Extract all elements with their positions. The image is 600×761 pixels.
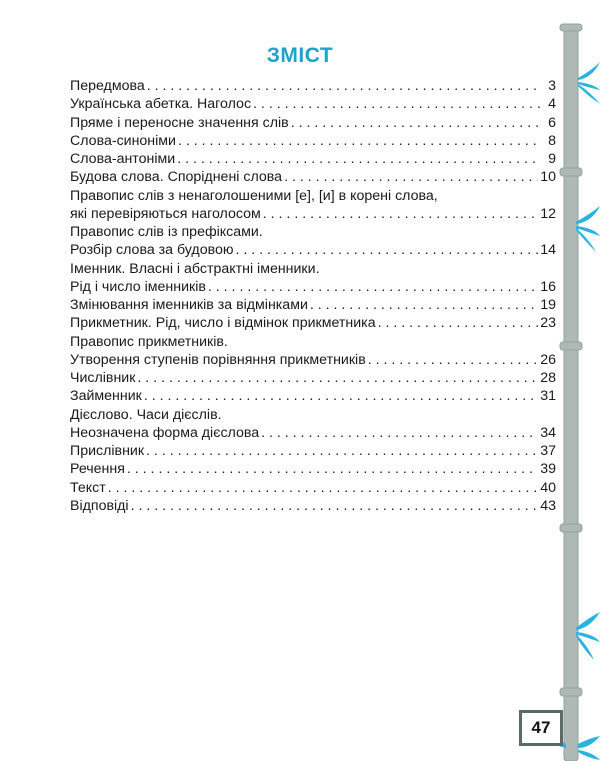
toc-row: [70, 205, 556, 223]
toc-row-leader: [253, 95, 540, 113]
toc-row-label: Змінювання іменників за відмінками: [70, 297, 308, 313]
toc-row: [70, 278, 556, 296]
toc-row-leader: [108, 479, 539, 497]
toc-row-page: 3: [548, 78, 556, 94]
toc-row-label: Слова-синоніми: [70, 132, 176, 149]
toc-row-leader: [208, 278, 538, 296]
toc-row-label: Правопис слів із префіксами.: [70, 224, 263, 240]
toc-row: [70, 95, 556, 113]
toc-row-label: Дієслово. Часи дієслів.: [70, 406, 222, 423]
toc-row-leader: [310, 296, 538, 314]
toc-row-leader: [177, 150, 540, 168]
toc-row: [70, 369, 556, 387]
toc-row: [70, 424, 556, 442]
toc-row: [70, 351, 556, 369]
toc-row-label: Текст: [70, 479, 106, 496]
toc-row-label: Іменник. Власні і абстрактні іменники.: [70, 260, 320, 277]
toc-row-label: Утворення ступенів порівняння прикметників: [70, 351, 366, 368]
toc-row-label: Правопис прикметників.: [70, 333, 228, 350]
toc-row: [70, 497, 556, 515]
toc-row: [70, 77, 556, 95]
toc-row-leader: [147, 77, 540, 95]
toc-row-label: Числівник: [70, 370, 136, 386]
toc-row: [70, 223, 556, 241]
toc-row-leader: [368, 351, 538, 369]
toc-row-leader: [284, 168, 538, 186]
toc-row-label: Слова-антоніми: [70, 151, 176, 167]
toc-row-page: 8: [548, 132, 556, 149]
toc-row: [70, 150, 556, 168]
toc-row: [70, 387, 556, 405]
toc-row-leader: [263, 205, 538, 223]
toc-row-label: Відповіді: [70, 497, 129, 514]
toc-row-page: 34: [540, 424, 556, 441]
toc-row-label: Будова слова. Споріднені слова: [70, 169, 283, 186]
toc-row-label: Прислівник: [70, 443, 145, 459]
toc-row-label: Рід і число іменників: [70, 278, 206, 295]
toc-row: [70, 442, 556, 460]
toc-row: [70, 479, 556, 497]
toc-row-label: Займенник: [70, 388, 142, 405]
toc-row-page: 37: [540, 443, 556, 459]
toc-row-page: 6: [548, 114, 556, 131]
bamboo-stem-icon: [560, 24, 582, 761]
toc-row: [70, 168, 556, 186]
toc-row-page: 16: [540, 278, 556, 295]
toc-row-page: 9: [548, 151, 556, 167]
toc-row-label: Розбір слова за будовою: [70, 242, 234, 259]
toc-row-page: 4: [548, 96, 556, 113]
toc-row-label: Українська абетка. Наголос: [70, 96, 252, 113]
toc-row-page: 23: [540, 315, 556, 332]
toc-row: [70, 296, 556, 314]
toc-row-leader: [236, 241, 539, 259]
toc-row: [70, 406, 556, 424]
toc-row-page: 12: [540, 205, 556, 222]
toc-row-page: 40: [540, 479, 556, 496]
page-number: 47: [519, 710, 563, 746]
toc-row-leader: [261, 424, 538, 442]
toc-row-leader: [131, 497, 539, 515]
toc-row: [70, 314, 556, 332]
toc-row-page: 10: [540, 169, 556, 186]
toc-row: [70, 132, 556, 150]
toc-row-label: Прикметник. Рід, число і відмінок прикметника: [70, 315, 376, 332]
toc-row-label: які перевіряються наголосом: [70, 205, 261, 222]
toc-row: [70, 460, 556, 478]
table-of-contents: [70, 77, 556, 515]
toc-row-leader: [378, 314, 539, 332]
toc-row-page: 26: [540, 351, 556, 368]
toc-row-page: 14: [540, 242, 556, 259]
toc-row-label: Речення: [70, 461, 125, 478]
toc-row-label: Правопис слів з ненаголошеними [е], [и] в корені слова,: [70, 187, 438, 204]
toc-row-page: 19: [540, 297, 556, 313]
toc-row: [70, 241, 556, 259]
toc-row-label: Передмова: [70, 78, 145, 94]
toc-row-page: 39: [540, 461, 556, 478]
bamboo-decoration: [548, 0, 600, 761]
toc-row-label: Пряме і переносне значення слів: [70, 114, 289, 131]
toc-row: [70, 114, 556, 132]
toc-row-leader: [146, 442, 538, 460]
toc-row: [70, 260, 556, 278]
toc-row: [70, 187, 556, 205]
page-title: ЗМІСТ: [266, 44, 334, 67]
toc-row-label: Неозначена форма дієслова: [70, 424, 260, 441]
toc-row-leader: [291, 114, 540, 132]
toc-row: [70, 333, 556, 351]
toc-row-leader: [127, 460, 538, 478]
toc-row-leader: [178, 132, 540, 150]
toc-row-page: 28: [540, 370, 556, 386]
toc-row-page: 31: [540, 388, 556, 405]
toc-row-leader: [144, 387, 538, 405]
toc-row-page: 43: [540, 497, 556, 514]
toc-row-leader: [137, 369, 538, 387]
